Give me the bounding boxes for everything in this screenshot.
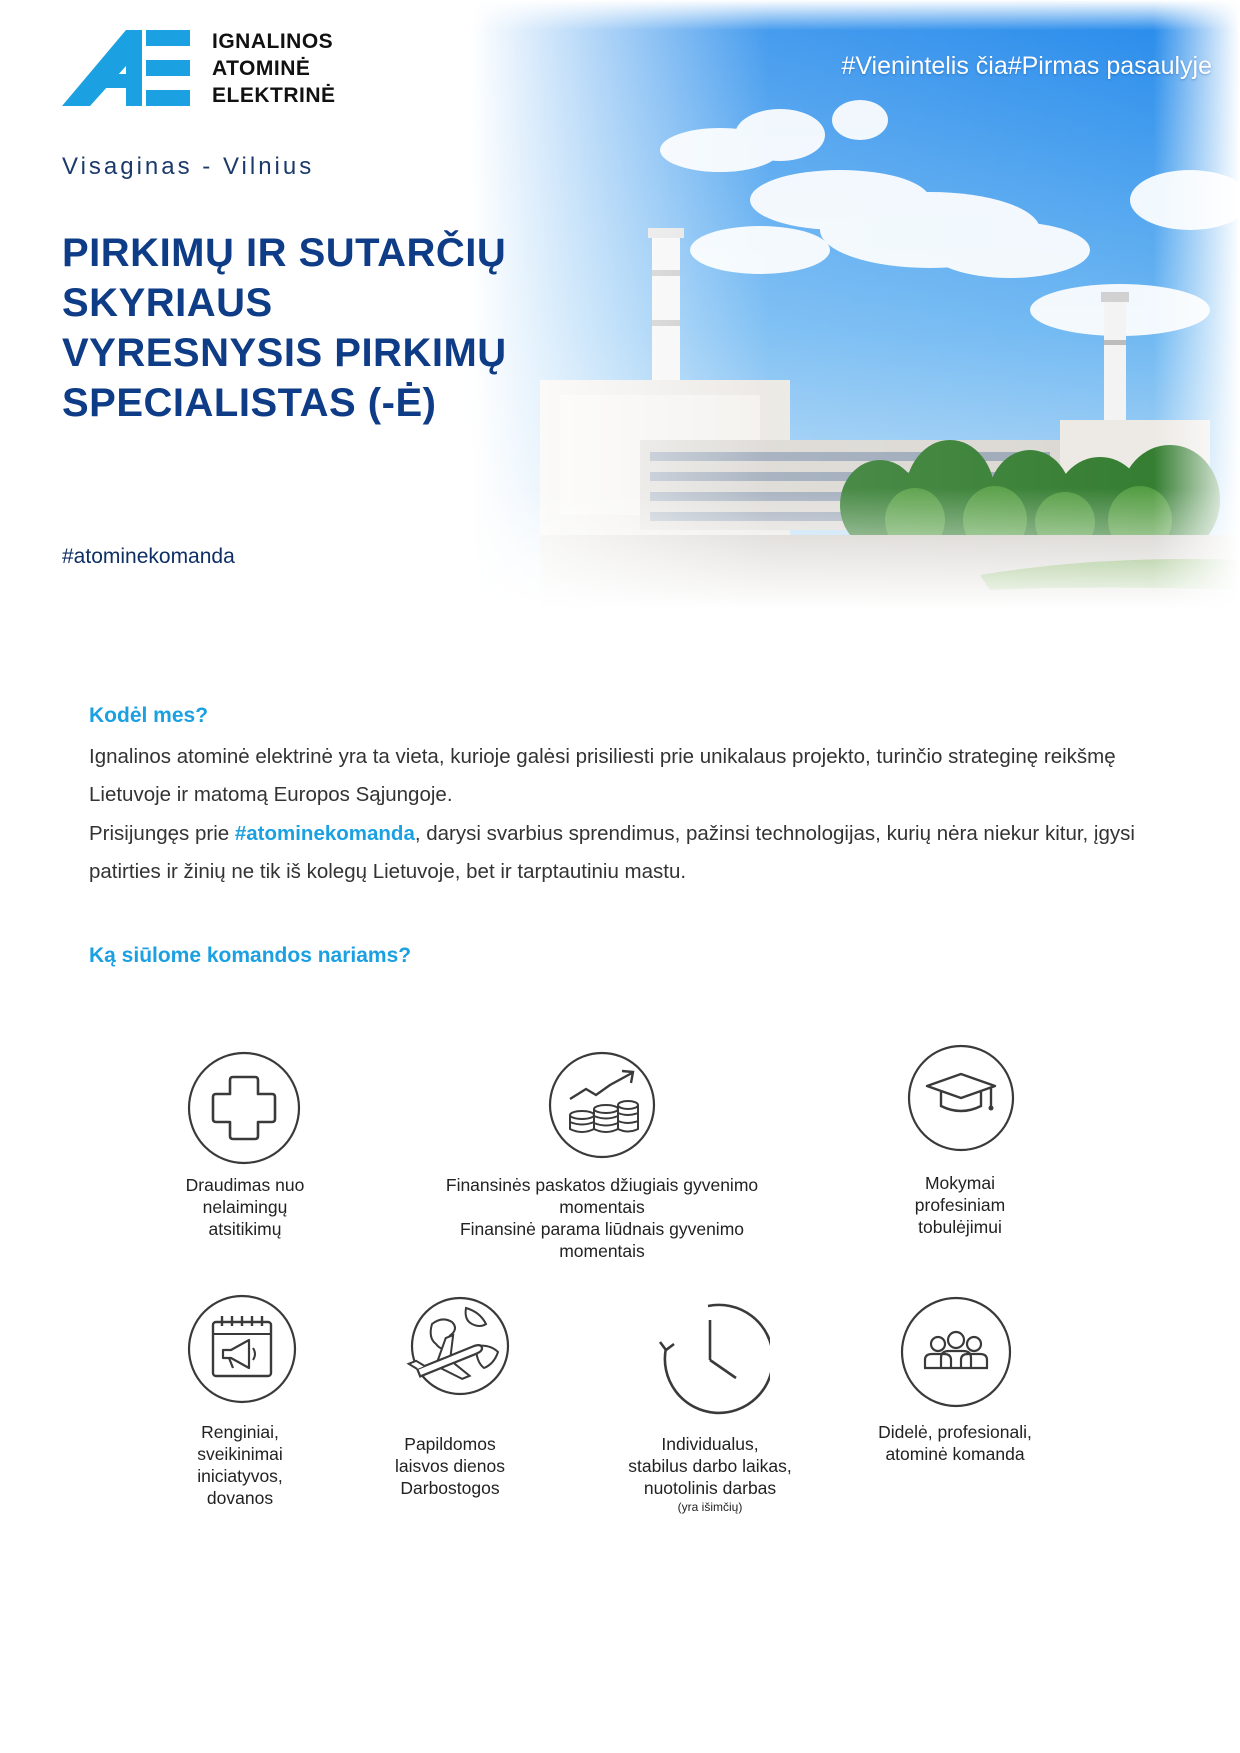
offer-heading: Ką siūlome komandos nariams?: [89, 944, 412, 967]
benefit-caption: [370, 1433, 530, 1499]
caption-line: dovanos: [206, 1488, 274, 1508]
job-location: Visaginas - Vilnius: [62, 153, 315, 180]
clock-icon: [650, 1300, 770, 1420]
caption-line: atominė komanda: [885, 1444, 1025, 1464]
job-title-line: SKYRIAUS: [62, 281, 273, 325]
caption-line: sveikinimai: [197, 1444, 283, 1464]
caption-line: stabilus darbo laikas,: [628, 1456, 792, 1476]
caption-line: Individualus,: [661, 1434, 759, 1454]
caption-line: iniciatyvos,: [197, 1466, 283, 1486]
calendar-megaphone-icon: [187, 1294, 297, 1404]
logo-line-3: ELEKTRINĖ: [212, 84, 336, 107]
job-title-line: PIRKIMŲ IR SUTARČIŲ: [62, 231, 507, 275]
caption-line: Finansinė parama liūdnais gyvenimo: [459, 1219, 745, 1239]
benefit-caption: [605, 1433, 815, 1515]
caption-line: profesiniam: [914, 1195, 1006, 1215]
benefit-caption: [855, 1421, 1055, 1465]
caption-line: Draudimas nuo: [185, 1175, 305, 1195]
job-title: [62, 228, 582, 428]
caption-line: atsitikimų: [208, 1219, 282, 1239]
job-title-line: SPECIALISTAS (-Ė): [62, 381, 437, 425]
caption-line: Darbostogos: [400, 1478, 500, 1498]
paragraph-text: , darysi svarbius sprendimus, pažinsi technologijas, kurių nėra niekur kitur, įgysi patirties ir žinių ne tik iš kolegų Lietuvoje, bet ir tarptautiniu mastu.: [89, 822, 1135, 883]
benefit-caption: [150, 1174, 340, 1240]
globe-airplane-icon: [402, 1294, 514, 1406]
caption-line: nelaimingų: [202, 1197, 288, 1217]
caption-line: Renginiai,: [201, 1422, 279, 1442]
job-title-line: VYRESNYSIS PIRKIMŲ: [62, 331, 507, 375]
hero-hashtag: #atominekomanda: [62, 545, 235, 568]
hero-banner: [0, 0, 1240, 610]
finance-growth-icon: [548, 1051, 656, 1159]
paragraph-text: Prisijungęs prie: [89, 822, 235, 845]
medical-cross-icon: [187, 1051, 301, 1165]
graduation-cap-icon: [907, 1044, 1015, 1152]
caption-line: Finansinės paskatos džiugiais gyvenimo: [445, 1175, 759, 1195]
why-us-paragraph-1: Ignalinos atominė elektrinė yra ta vieta, kurioje galėsi prisiliesti prie unikalaus projekto, turinčio strateginę reikšmę Lietuvoje ir matomą Europos Sąjungoje.: [89, 745, 1116, 806]
caption-line: Papildomos: [404, 1434, 496, 1454]
caption-line: laisvos dienos: [395, 1456, 505, 1476]
logo-line-1: IGNALINOS: [212, 30, 334, 53]
benefit-caption: [150, 1421, 330, 1509]
caption-line: momentais: [559, 1197, 645, 1217]
benefit-caption: [870, 1172, 1050, 1238]
caption-line: tobulėjimui: [918, 1217, 1002, 1237]
slogan: #Vienintelis čia#Pirmas pasaulyje: [841, 52, 1212, 80]
logo-line-2: ATOMINĖ: [212, 57, 311, 80]
why-us-heading: Kodėl mes?: [89, 704, 209, 727]
caption-line: nuotolinis darbas: [643, 1478, 777, 1498]
caption-line: Didelė, profesionali,: [878, 1422, 1032, 1442]
caption-note: (yra išimčių): [677, 1500, 743, 1514]
caption-line: Mokymai: [924, 1173, 995, 1193]
team-hashtag: #atominekomanda: [234, 822, 415, 845]
team-people-icon: [900, 1296, 1012, 1408]
logo-wordmark: [212, 28, 336, 109]
caption-line: momentais: [559, 1241, 645, 1261]
why-us-paragraph-2: [89, 815, 1179, 891]
benefit-caption: [402, 1174, 802, 1262]
